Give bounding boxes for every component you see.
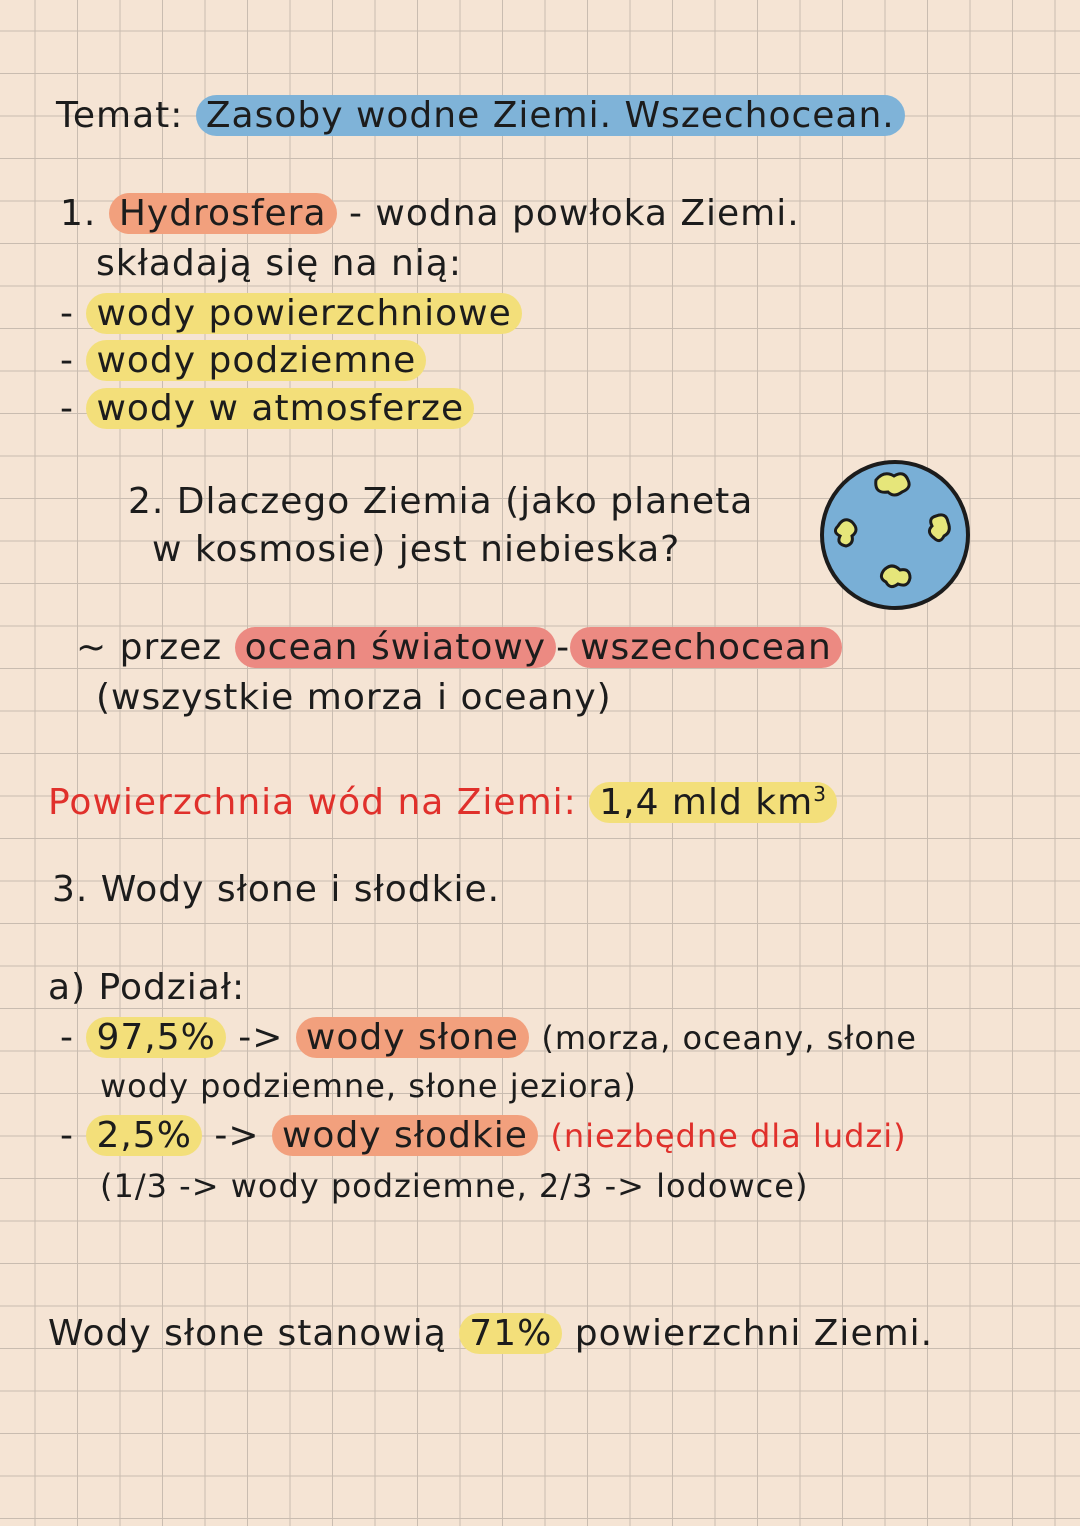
topic-line <box>56 92 905 140</box>
topic-title: Zasoby wodne Ziemi. Wszechocean. <box>196 95 905 136</box>
salt-water-label: wody słone <box>296 1017 529 1058</box>
conclusion-percentage: 71% <box>459 1313 562 1354</box>
answer-parenthesis: (wszystkie morza i oceany) <box>96 677 612 718</box>
section2-question-line1: 2. Dlaczego Ziemia (jako planeta <box>128 481 754 522</box>
section1-number: 1. <box>60 193 97 234</box>
list-item-label: wody w atmosferze <box>86 388 474 429</box>
list-item: - wody w atmosferze <box>60 385 474 433</box>
list-item: - wody powierzchniowe <box>60 290 522 338</box>
surface-value: 1,4 mld $km^3$ <box>589 782 837 823</box>
division-title: a) Podział: <box>48 967 246 1008</box>
section1-heading <box>60 190 800 238</box>
fresh-percentage: 2,5% <box>86 1115 201 1156</box>
conclusion-end: powierzchni Ziemi. <box>574 1313 934 1354</box>
conclusion-line <box>48 1310 933 1358</box>
wszechocean-term: wszechocean <box>570 627 842 668</box>
fresh-water-detail: (1/3 -> wody podziemne, 2/3 -> lodowce) <box>100 1167 809 1205</box>
fresh-water-note: (niezbędne dla ludzi) <box>550 1117 907 1155</box>
topic-label: Temat: <box>56 95 184 136</box>
list-item: - wody podziemne <box>60 337 426 385</box>
answer-prefix: ~ przez <box>76 627 223 668</box>
salt-percentage: 97,5% <box>86 1017 225 1058</box>
salt-water-line: - 97,5% -> wody słone (morza, oceany, słone <box>60 1017 917 1058</box>
ocean-swiatowy-term: ocean światowy <box>235 627 556 668</box>
surface-line <box>48 770 837 827</box>
list-item-label: wody powierzchniowe <box>86 293 521 334</box>
surface-label: Powierzchnia wód na Ziemi: <box>48 782 577 823</box>
section3-title: 3. Wody słone i słodkie. <box>52 869 501 910</box>
salt-water-description: (morza, oceany, słone <box>541 1019 917 1057</box>
answer-line: ~ przez ocean światowy - wszechocean <box>76 624 842 672</box>
section1-consists: składają się na nią: <box>96 243 462 284</box>
conclusion-start: Wody słone stanowią <box>48 1313 447 1354</box>
hydrosfera-term: Hydrosfera <box>109 193 337 234</box>
section2-question-line2: w kosmosie) jest niebieska? <box>152 529 681 570</box>
fresh-water-line: - 2,5% -> wody słodkie (niezbędne dla ludzi) <box>60 1115 907 1156</box>
earth-globe-icon <box>818 458 972 612</box>
fresh-water-label: wody słodkie <box>272 1115 538 1156</box>
hydrosfera-definition: - wodna powłoka Ziemi. <box>348 193 800 234</box>
list-item-label: wody podziemne <box>86 340 426 381</box>
salt-water-description-cont: wody podziemne, słone jeziora) <box>100 1067 637 1105</box>
